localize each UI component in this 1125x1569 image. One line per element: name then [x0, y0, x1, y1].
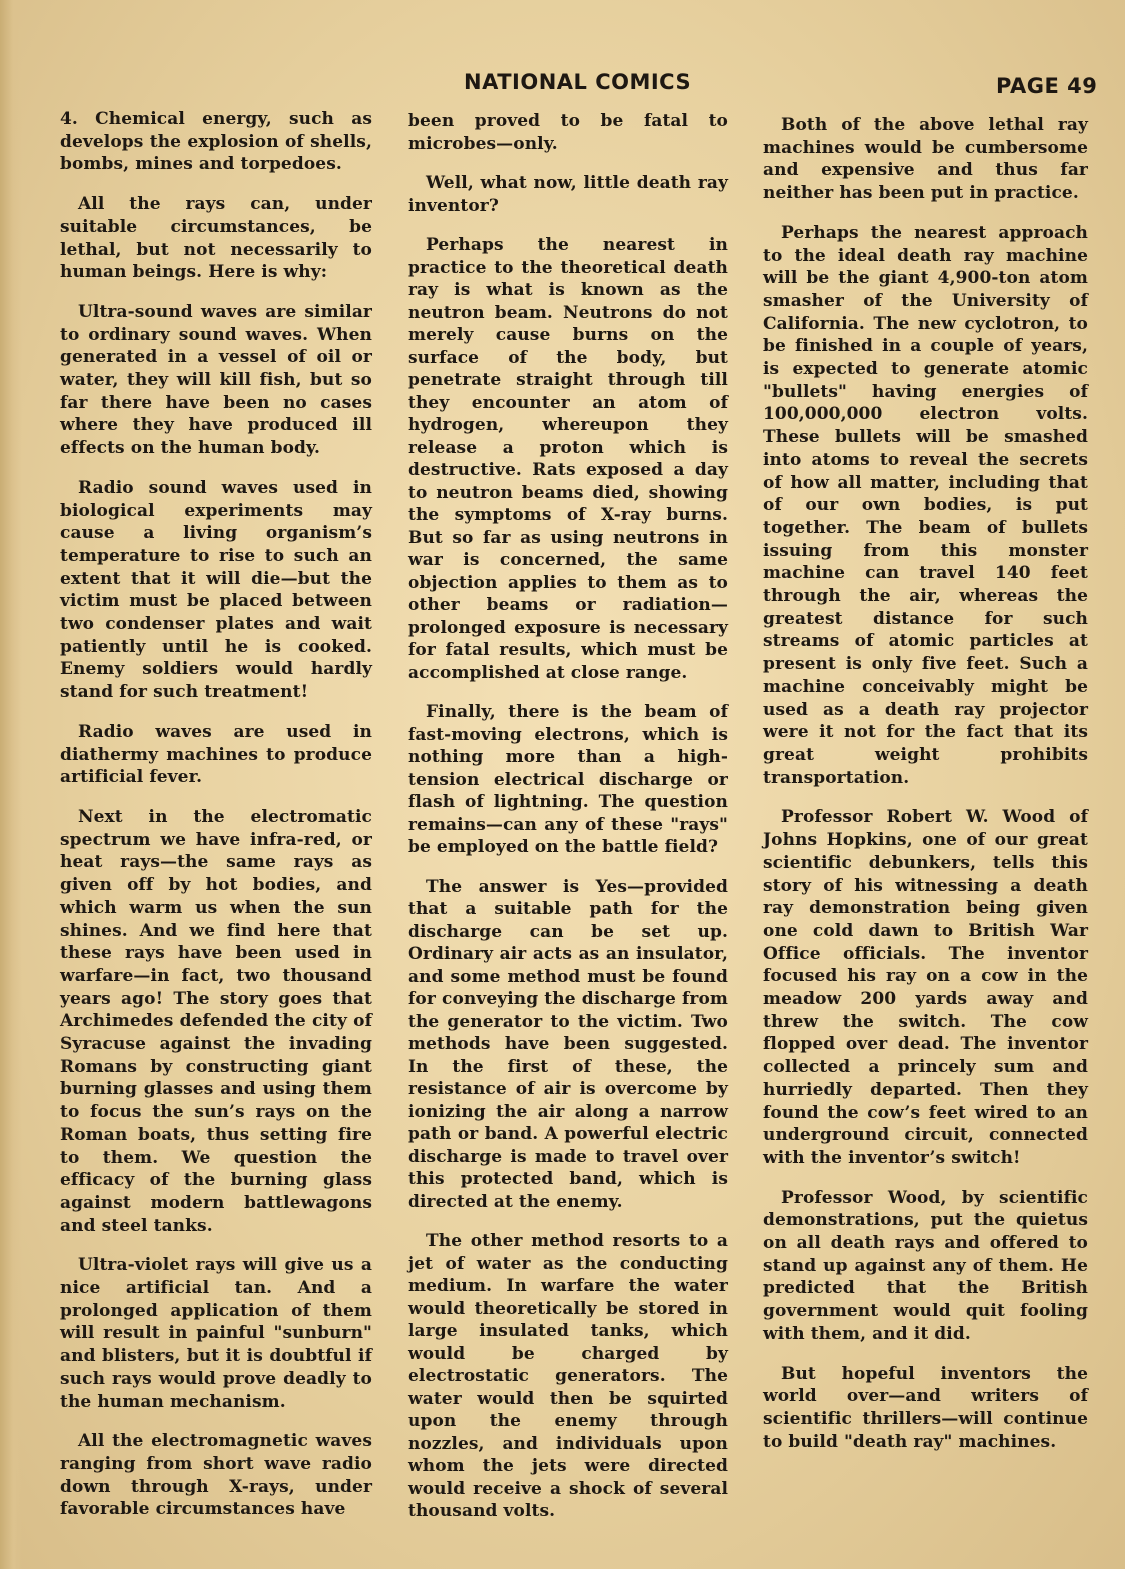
page-spine-shadow [0, 0, 22, 1569]
text-column-middle [408, 110, 728, 1540]
paragraph: Well, what now, little death ray inventor? [408, 173, 728, 216]
page-number: PAGE 49 [996, 74, 1098, 98]
paragraph: Next in the electromatic spectrum we have infra-red, or heat rays—the same rays as given off by hot bodies, and which warm us when the sun shines. And we find here that these rays have been used in warfare—in fact, two thousand years ago! The story goes that Archimedes defended the city of Syracuse against the invading Romans by constructing giant burning glasses and using them to focus the sun’s rays on the Roman boats, thus setting fire to them. We question the efficacy of the burning glass against modern battlewagons and steel tanks. [60, 806, 372, 1236]
paragraph: Finally, there is the beam of fast-moving electrons, which is nothing more than a high-tension electrical discharge or flash of lightning. The question remains—can any of these "rays" be employed on the battle field? [408, 702, 728, 857]
paragraph: been proved to be fatal to microbes—only. [408, 111, 728, 154]
paragraph: Perhaps the nearest approach to the ideal death ray machine will be the giant 4,900-ton atom smasher of the University of California. The new cyclotron, to be finished in a couple of years, is expected to generate atomic "bullets" having energies of 100,000,000 electron volts. These bullets will be smashed into atoms to reveal the secrets of how all matter, including that of our own bodies, is put together. The beam of bullets issuing from this monster machine can travel 140 feet through the air, whereas the greatest distance for such streams of atomic particles at present is only five feet. Such a machine conceivably might be used as a death ray projector were it not for the fact that its great weight prohibits transportation. [763, 222, 1088, 788]
paragraph: Radio sound waves used in biological experiments may cause a living organism’s temperature to rise to such an extent that it will die—but the victim must be placed between two condenser plates and wait patiently until he is cooked. Enemy soldiers would hardly stand for such treatment! [60, 477, 372, 703]
paragraph: Professor Robert W. Wood of Johns Hopkins, one of our great scientific debunkers, tells this story of his witnessing a death ray demonstration being given one cold dawn to British War Office officials. The inventor focused his ray on a cow in the meadow 200 yards away and threw the switch. The cow flopped over dead. The inventor collected a princely sum and hurriedly departed. Then they found the cow’s feet wired to an underground circuit, connected with the inventor’s switch! [763, 807, 1088, 1168]
paragraph: All the electromagnetic waves ranging from short wave radio down through X-rays, under favorable circumstances have [60, 1431, 372, 1520]
paragraph: The other method resorts to a jet of water as the conducting medium. In warfare the water would theoretically be stored in large insulated tanks, which would be charged by electrostatic generators. The water would then be squirted upon the enemy through nozzles, and individuals upon whom the jets were directed would receive a shock of several thousand volts. [408, 1231, 728, 1521]
paragraph: But hopeful inventors the world over—and writers of scientific thrillers—will continue to build "death ray" machines. [763, 1363, 1088, 1452]
paragraph: Ultra-sound waves are similar to ordinary sound waves. When generated in a vessel of oil or water, they will kill fish, but so far there have been no cases where they have produced ill effects on the human body. [60, 301, 372, 459]
text-column-left [60, 108, 372, 1538]
paragraph: 4. Chemical energy, such as develops the explosion of shells, bombs, mines and torpedoes. [60, 109, 372, 175]
publication-title: NATIONAL COMICS [464, 70, 692, 94]
page-header [0, 70, 1125, 102]
paragraph: Perhaps the nearest in practice to the theoretical death ray is what is known as the neutron beam. Neutrons do not merely cause burns on the surface of the body, but penetrate straight through till they encounter an atom of hydrogen, whereupon they release a proton which is destructive. Rats exposed a day to neutron beams died, showing the symptoms of X-ray burns. But so far as using neutrons in war is concerned, the same objection applies to them as to other beams or radiation—prolonged exposure is necessary for fatal results, which must be accomplished at close range. [408, 235, 728, 683]
paragraph: All the rays can, under suitable circumstances, be lethal, but not necessarily to human beings. Here is why: [60, 194, 372, 283]
paragraph: Professor Wood, by scientific demonstrations, put the quietus on all death rays and offered to stand up against any of them. He predicted that the British government would quit fooling with them, and it did. [763, 1187, 1088, 1344]
paragraph: The answer is Yes—provided that a suitable path for the discharge can be set up. Ordinary air acts as an insulator, and some method must be found for conveying the discharge from the generator to the victim. Two methods have been suggested. In the first of these, the resistance of air is overcome by ionizing the air along a narrow path or band. A powerful electric discharge is made to travel over this protected band, which is directed at the enemy. [408, 876, 728, 1212]
paragraph: Radio waves are used in diathermy machines to produce artificial fever. [60, 721, 372, 788]
text-column-right [763, 114, 1088, 1470]
paragraph: Ultra-violet rays will give us a nice artificial tan. And a prolonged application of them will result in painful "sunburn" and blisters, but it is doubtful if such rays would prove deadly to the human mechanism. [60, 1255, 372, 1412]
paragraph: Both of the above lethal ray machines would be cumbersome and expensive and thus far neither has been put in practice. [763, 115, 1088, 204]
